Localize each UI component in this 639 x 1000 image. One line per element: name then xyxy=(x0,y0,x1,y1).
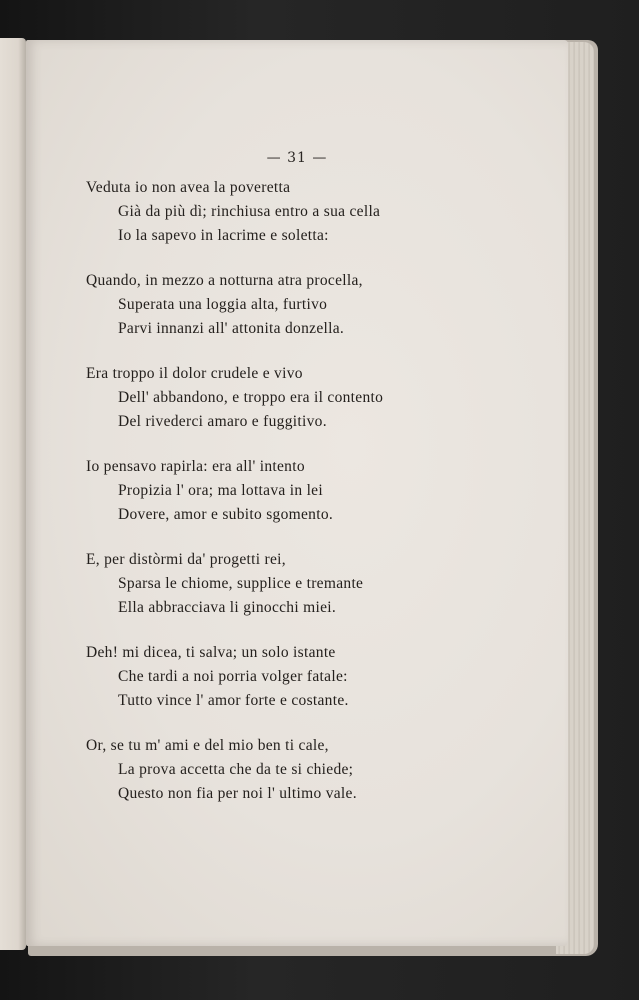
verse-line: E, per distòrmi da' progetti rei, xyxy=(86,551,286,568)
book-page xyxy=(26,40,568,946)
verse-line: Veduta io non avea la poveretta xyxy=(86,179,291,196)
verse-line: Dell' abbandono, e troppo era il contento xyxy=(118,389,384,406)
verse-line: La prova accetta che da te si chiede; xyxy=(118,761,354,778)
verse-line: Superata una loggia alta, furtivo xyxy=(118,296,328,313)
verse-line: Ella abbracciava li ginocchi miei. xyxy=(118,599,337,616)
stanza-3 xyxy=(86,362,546,434)
verse-line: Io pensavo rapirla: era all' intento xyxy=(86,458,305,475)
stanza-6 xyxy=(86,641,546,713)
poem xyxy=(86,176,546,827)
verse-line: Dovere, amor e subito sgomento. xyxy=(118,506,334,523)
verse-line: Propizia l' ora; ma lottava in lei xyxy=(118,482,323,499)
stanza-4 xyxy=(86,455,546,527)
stanza-1 xyxy=(86,176,546,248)
stanza-7 xyxy=(86,734,546,806)
stanza-5 xyxy=(86,548,546,620)
verse-line: Parvi innanzi all' attonita donzella. xyxy=(118,320,345,337)
verse-line: Quando, in mezzo a notturna atra procella, xyxy=(86,272,363,289)
page-number: — 31 — xyxy=(266,150,328,166)
stanza-2 xyxy=(86,269,546,341)
verse-line: Questo non fia per noi l' ultimo vale. xyxy=(118,785,357,802)
verse-line: Sparsa le chiome, supplice e tremante xyxy=(118,575,364,592)
previous-page-edge xyxy=(0,38,26,950)
verse-line: Tutto vince l' amor forte e costante. xyxy=(118,692,349,709)
verse-line: Già da più dì; rinchiusa entro a sua cella xyxy=(118,203,381,220)
verse-line: Del rivederci amaro e fuggitivo. xyxy=(118,413,327,430)
verse-line: Io la sapevo in lacrime e soletta: xyxy=(118,227,329,244)
verse-line: Deh! mi dicea, ti salva; un solo istante xyxy=(86,644,336,661)
verse-line: Era troppo il dolor crudele e vivo xyxy=(86,365,303,382)
verse-line: Che tardi a noi porria volger fatale: xyxy=(118,668,348,685)
verse-line: Or, se tu m' ami e del mio ben ti cale, xyxy=(86,737,329,754)
